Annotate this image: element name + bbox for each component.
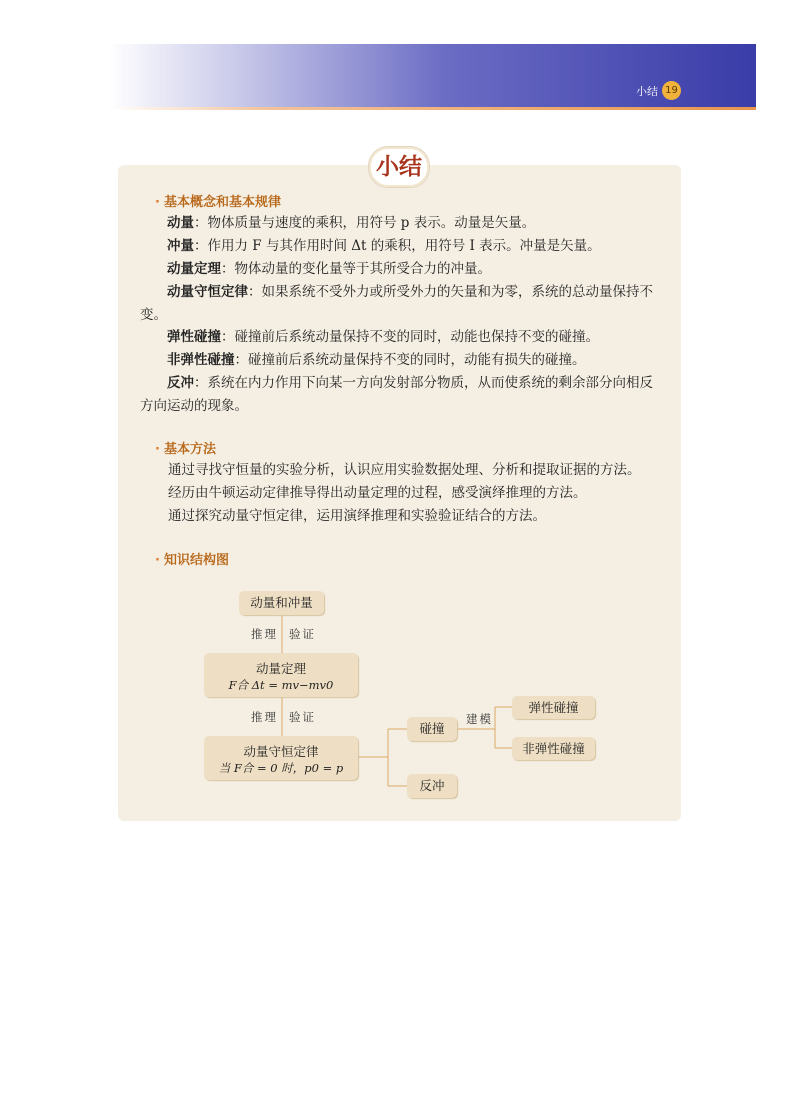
edge-label-modeling: 建模: [466, 712, 493, 726]
definition-term: 反冲: [167, 375, 194, 391]
method-line: 经历由牛顿运动定律推导得出动量定理的过程，感受演绎推理的方法。: [168, 485, 587, 501]
bullet-dot: ·: [155, 553, 160, 568]
node-formula: F合 Δt = mv−mv0: [228, 678, 334, 692]
node-conservation-law: [204, 736, 358, 780]
definition-term: 弹性碰撞: [167, 329, 221, 345]
page-title: 小结: [376, 154, 422, 180]
definition-text: ：如果系统不受外力或所受外力的矢量和为零，系统的总动量保持不变。: [140, 284, 653, 323]
definition-term: 动量定理: [167, 261, 221, 277]
node-inelastic-collision: 非弹性碰撞: [512, 737, 595, 760]
definition-text: ：碰撞前后系统动量保持不变的同时，动能也保持不变的碰撞。: [221, 329, 599, 345]
definition-text: ：系统在内力作用下向某一方向发射部分物质，从而使系统的剩余部分向相反方向运动的现象。: [140, 375, 653, 414]
bullet-dot: ·: [155, 442, 160, 457]
edge-label-reasoning: 推理: [251, 710, 278, 724]
method-line: 通过探究动量守恒定律，运用演绎推理和实验验证结合的方法。: [168, 508, 546, 524]
definition-term: 冲量: [167, 238, 194, 254]
definition-text: ：物体动量的变化量等于其所受合力的冲量。: [221, 261, 491, 277]
node-elastic-collision: 弹性碰撞: [512, 696, 595, 719]
node-momentum-impulse: 动量和冲量: [239, 591, 324, 615]
section-heading-methods: · 基本方法: [155, 442, 216, 457]
method-line: 通过寻找守恒量的实验分析，认识应用实验数据处理、分析和提取证据的方法。: [168, 462, 641, 478]
node-recoil: 反冲: [407, 774, 457, 798]
bullet-dot: ·: [155, 195, 160, 210]
node-collision: 碰撞: [407, 717, 457, 741]
node-title: 动量定理: [255, 661, 306, 676]
edge-label-verification: 验证: [289, 710, 316, 724]
definition-text: ：碰撞前后系统动量保持不变的同时，动能有损失的碰撞。: [234, 352, 586, 368]
node-title: 动量守恒定律: [243, 744, 319, 759]
edge-label-reasoning: 推理: [251, 627, 278, 641]
section-heading-basics: · 基本概念和基本规律: [155, 195, 281, 210]
definition-text: ：作用力 F 与其作用时间 Δt 的乘积，用符号 I 表示。冲量是矢量。: [194, 238, 601, 254]
definition-text: ：物体质量与速度的乘积，用符号 p 表示。动量是矢量。: [194, 215, 536, 231]
section-heading-map: · 知识结构图: [155, 553, 229, 568]
edge-label-verification: 验证: [289, 627, 316, 641]
header-section-label: 小结: [636, 85, 658, 98]
page-number-badge: 19: [662, 81, 681, 100]
definition-term: 动量: [167, 215, 194, 231]
definition-term: 非弹性碰撞: [167, 352, 235, 368]
node-formula: 当 F合 = 0 时，p0 = p: [218, 761, 344, 775]
node-momentum-theorem: [204, 653, 358, 697]
definition-term: 动量守恒定律: [167, 284, 248, 300]
